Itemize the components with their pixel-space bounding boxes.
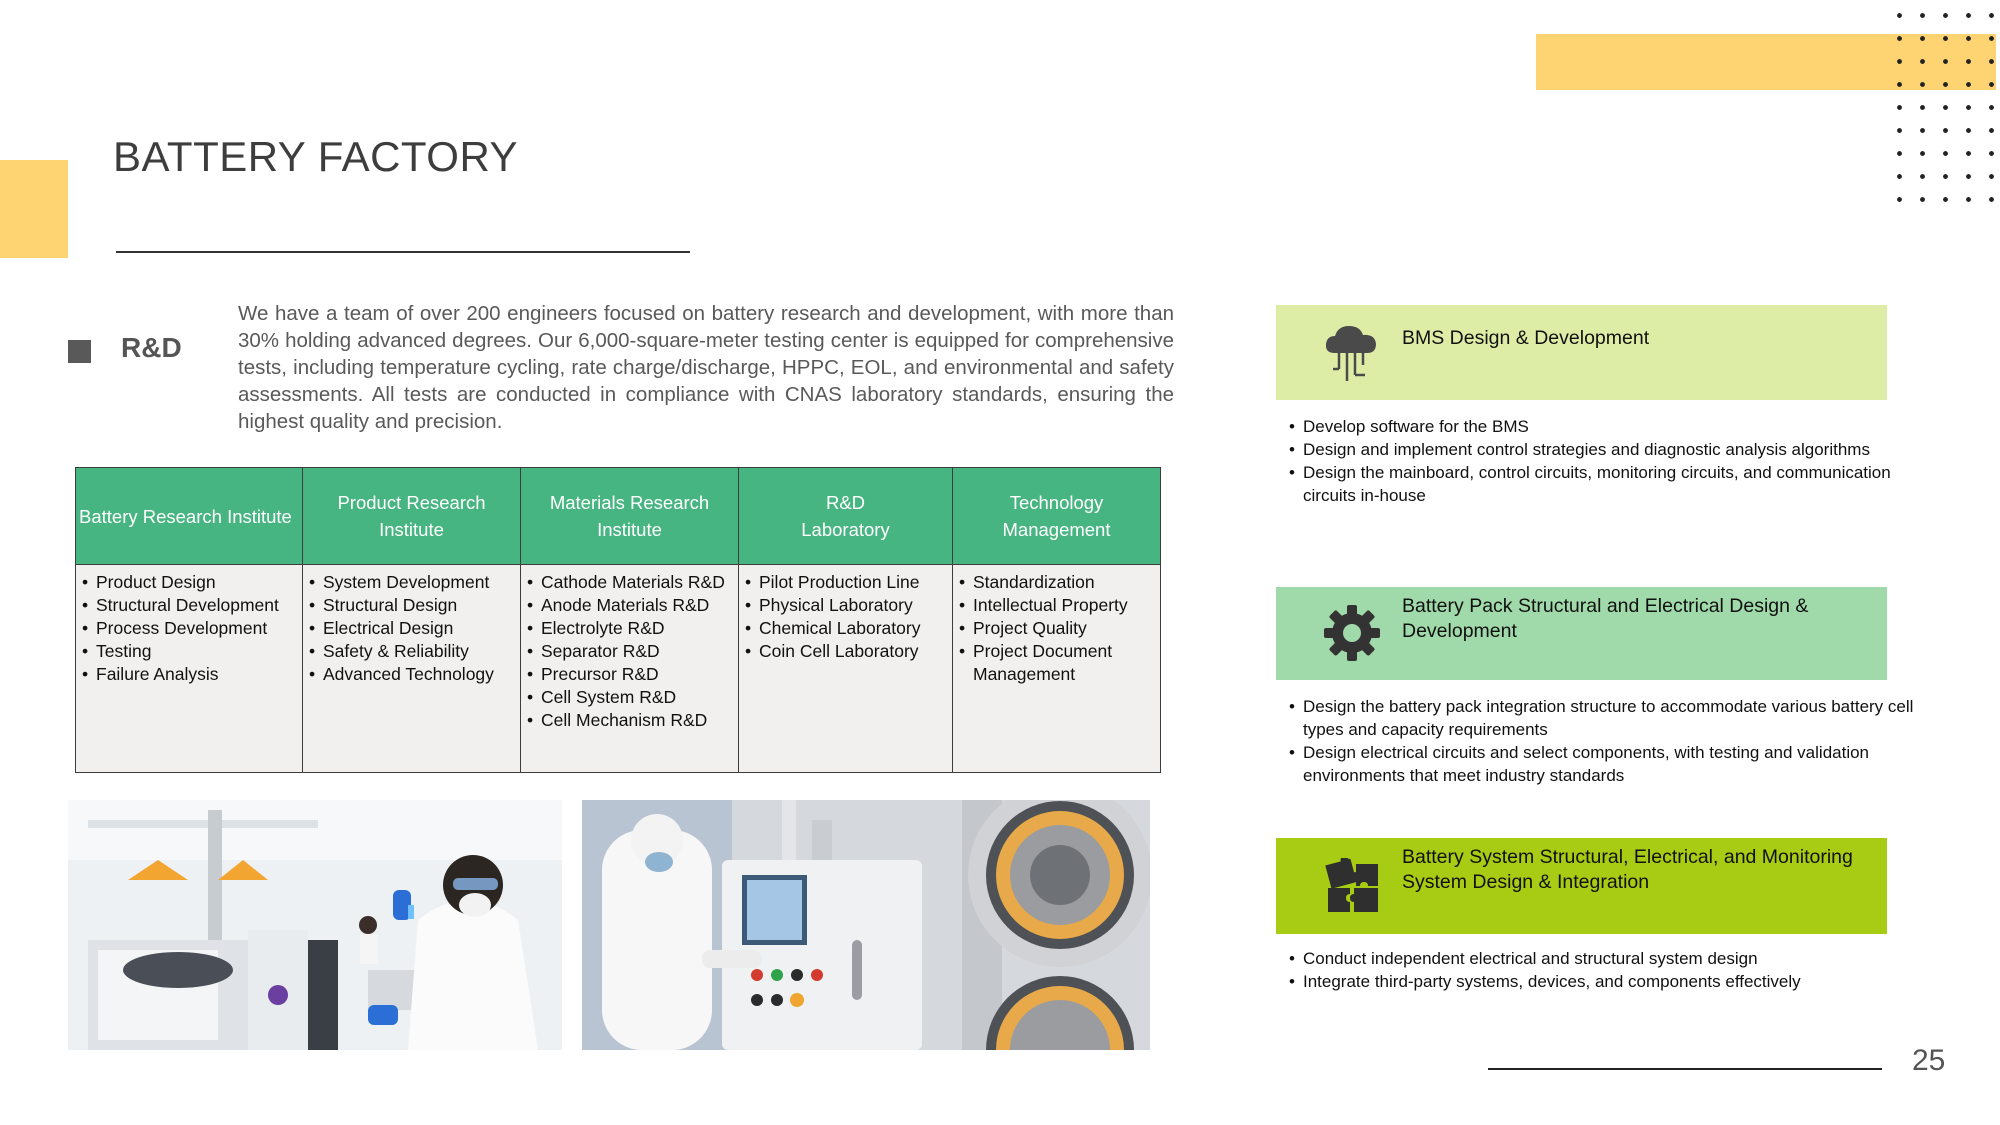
list-item: • Design and implement control strategies and diagnostic analysis algorithms [1289,438,1919,461]
list-item: • Electrolyte R&D [527,617,734,640]
list-item: • Testing [82,640,298,663]
decorative-dot-grid [1885,0,2000,205]
list-item: • Process Development [82,617,298,640]
table-header: Product Research Institute [303,468,521,565]
table-header: Technology Management [953,468,1161,565]
list-item: • Chemical Laboratory [745,617,948,640]
table-header-row [76,468,1161,565]
page-title: BATTERY FACTORY [113,133,519,180]
table-header: R&D Laboratory [739,468,953,565]
list-item: • Intellectual Property [959,594,1156,617]
list-item: • Cell Mechanism R&D [527,709,734,732]
table-header: Materials Research Institute [521,468,739,565]
puzzle-icon [1324,858,1380,921]
list-item: • Failure Analysis [82,663,298,686]
list-item: • Anode Materials R&D [527,594,734,617]
table-cell [521,565,739,773]
lab-photo-engineer [68,800,562,1050]
list-item: • Structural Design [309,594,516,617]
gear-icon [1323,604,1381,667]
list-item: • Electrical Design [309,617,516,640]
lab-photo-equipment [582,800,1150,1050]
list-item: • Standardization [959,571,1156,594]
list-item: • Project Document Management [959,640,1156,686]
list-item: • Cathode Materials R&D [527,571,734,594]
intro-paragraph: We have a team of over 200 engineers focused on battery research and development, with more than 30% holding advanced degrees. Our 6,000-square-meter testing center is equipped for comprehensive tests, including temperature cycling, rate charge/discharge, HPPC, EOL, and environmental and safety assessments. All tests are conducted in compliance with CNAS laboratory standards, ensuring the highest quality and precision. [238,302,1174,433]
title-underline [116,251,690,253]
battery-pack-card [1276,587,1887,680]
rd-structure-table [75,467,1161,773]
list-item: • Design electrical circuits and select components, with testing and validation environments that meet industry standards [1289,741,1919,787]
section-label: R&D [121,332,182,363]
table-cell [303,565,521,773]
table-cell [953,565,1161,773]
list-item: • Precursor R&D [527,663,734,686]
list-item: • Cell System R&D [527,686,734,709]
list-item: • Integrate third-party systems, devices, and components effectively [1289,970,1919,993]
page-number: 25 [1912,1044,1946,1077]
section-marker [68,340,91,363]
card-title: BMS Design & Development [1402,327,1650,349]
list-item: • Design the mainboard, control circuits, monitoring circuits, and communication circuits in-house [1289,461,1919,507]
list-item: • Advanced Technology [309,663,516,686]
list-item: • Structural Development [82,594,298,617]
footer-rule [1488,1068,1882,1070]
list-item: • Design the battery pack integration structure to accommodate various battery cell types and capacity requirements [1289,695,1919,741]
table-row [76,565,1161,773]
battery-pack-bullet-list [1289,695,1919,787]
list-item: • Product Design [82,571,298,594]
list-item: • Physical Laboratory [745,594,948,617]
bms-design-card [1276,305,1887,400]
battery-system-bullet-list [1289,947,1919,993]
list-item: • Develop software for the BMS [1289,415,1919,438]
list-item: • Project Quality [959,617,1156,640]
cloud-network-icon [1323,323,1379,390]
decorative-yellow-block [0,160,68,258]
battery-system-card [1276,838,1887,934]
list-item: • Conduct independent electrical and structural system design [1289,947,1919,970]
list-item: • System Development [309,571,516,594]
list-item: • Pilot Production Line [745,571,948,594]
table-cell [76,565,303,773]
list-item: • Safety & Reliability [309,640,516,663]
list-item: • Coin Cell Laboratory [745,640,948,663]
card-title: Battery Pack Structural and Electrical Design & Development [1402,595,1809,642]
bms-bullet-list [1289,415,1919,507]
list-item: • Separator R&D [527,640,734,663]
table-header: Battery Research Institute [76,468,303,565]
table-cell [739,565,953,773]
card-title: Battery System Structural, Electrical, and Monitoring System Design & Integration [1402,846,1853,893]
